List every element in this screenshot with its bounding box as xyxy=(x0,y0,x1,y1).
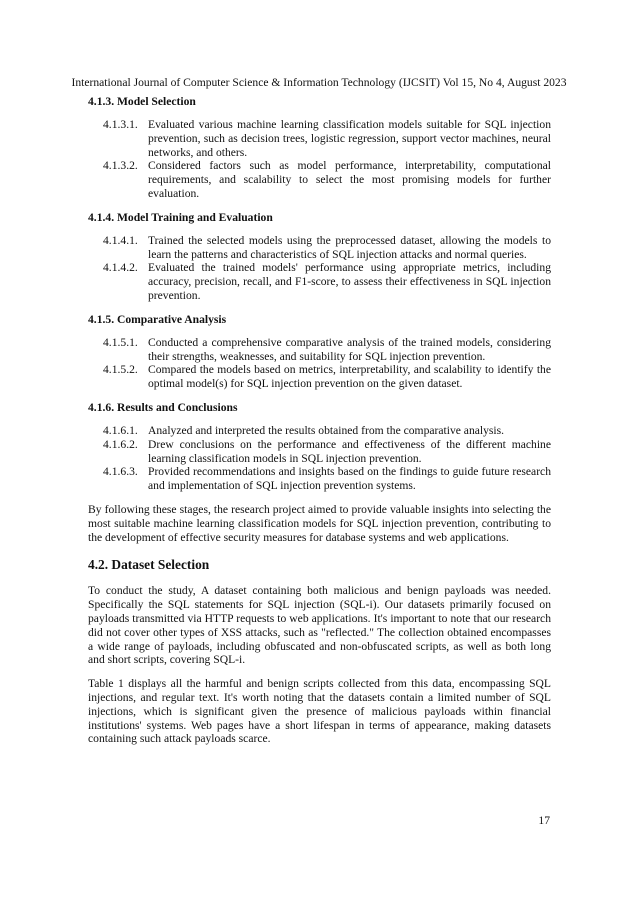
dataset-paragraph: To conduct the study, A dataset containing both malicious and benign payloads was needed. Specifically the SQL statements for SQL injection (SQL-i). Our datasets primarily focused on payloads transmitted via HTTP requests to web applications. It's important to note that our research did not cover other types of XSS attacks, such as "reflected." The collection obtained encompasses a wide range of payloads, including obfuscated and non-obfuscated scripts, as well as both long and short scripts, covering SQL-i. xyxy=(88,584,551,667)
item-number: 4.1.5.2. xyxy=(103,363,138,377)
section-heading-4-1-3: 4.1.3. Model Selection xyxy=(88,95,196,108)
item-number: 4.1.3.1. xyxy=(103,118,138,131)
item-text: Drew conclusions on the performance and effectiveness of the different machine learning classification models in SQL injection prevention. xyxy=(148,437,551,465)
page-content xyxy=(88,95,551,756)
list-item xyxy=(103,336,551,364)
item-text: Conducted a comprehensive comparative analysis of the trained models, considering their strengths, weaknesses, and suitability for SQL injection prevention. xyxy=(148,335,551,363)
list-item xyxy=(103,159,551,200)
item-text: Provided recommendations and insights based on the findings to guide future research and implementation of SQL injection prevention systems. xyxy=(148,465,551,493)
section-heading-4-1-4: 4.1.4. Model Training and Evaluation xyxy=(88,210,273,224)
section-heading-4-2: 4.2. Dataset Selection xyxy=(88,557,210,573)
item-number: 4.1.4.2. xyxy=(103,261,138,275)
item-number: 4.1.6.1. xyxy=(103,423,138,437)
list-item xyxy=(103,424,551,438)
item-number: 4.1.4.1. xyxy=(103,233,138,247)
item-number: 4.1.6.2. xyxy=(103,437,138,451)
item-text: Considered factors such as model performance, interpretability, computational requirements, and scalability to select the most promising models for further evaluation. xyxy=(148,159,551,200)
item-text: Evaluated the trained models' performance using appropriate metrics, including accuracy, precision, recall, and F1-score, to assess their effectiveness in SQL injection prevention. xyxy=(148,261,551,302)
item-text: Compared the models based on metrics, interpretability, and scalability to identify the optimal model(s) for SQL injection prevention on the given dataset. xyxy=(148,363,551,391)
summary-paragraph: By following these stages, the research project aimed to provide valuable insights into selecting the most suitable machine learning classification models for SQL injection prevention, contributing to the development of effective security measures for database systems and web applications. xyxy=(88,502,551,544)
item-text: Analyzed and interpreted the results obtained from the comparative analysis. xyxy=(148,423,505,437)
running-header: International Journal of Computer Science & Information Technology (IJCSIT) Vol 15, No 4, August 2023 xyxy=(71,76,567,89)
list-item xyxy=(103,261,551,302)
list-item xyxy=(103,465,551,493)
list-item xyxy=(103,363,551,391)
section-heading-4-1-6: 4.1.6. Results and Conclusions xyxy=(88,400,238,414)
page-number: 17 xyxy=(538,814,550,827)
list-item xyxy=(103,234,551,262)
section-heading-4-1-5: 4.1.5. Comparative Analysis xyxy=(88,312,227,326)
list-item xyxy=(103,438,551,466)
item-text: Evaluated various machine learning classification models suitable for SQL injection prevention, such as decision trees, logistic regression, support vector machines, neural networks, and others. xyxy=(148,118,551,159)
item-number: 4.1.6.3. xyxy=(103,465,138,479)
item-text: Trained the selected models using the preprocessed dataset, allowing the models to learn the patterns and characteristics of SQL injection attacks and normal queries. xyxy=(148,233,551,261)
item-number: 4.1.5.1. xyxy=(103,335,138,349)
item-number: 4.1.3.2. xyxy=(103,159,138,173)
dataset-paragraph: Table 1 displays all the harmful and benign scripts collected from this data, encompassing SQL injections, and regular text. It's worth noting that the datasets contain a limited number of SQL injections, which is significant given the presence of malicious payloads within financial institutions' systems. Web pages have a short lifespan in terms of appearance, making datasets containing such attack payloads scarce. xyxy=(88,677,551,746)
list-item xyxy=(103,118,551,159)
